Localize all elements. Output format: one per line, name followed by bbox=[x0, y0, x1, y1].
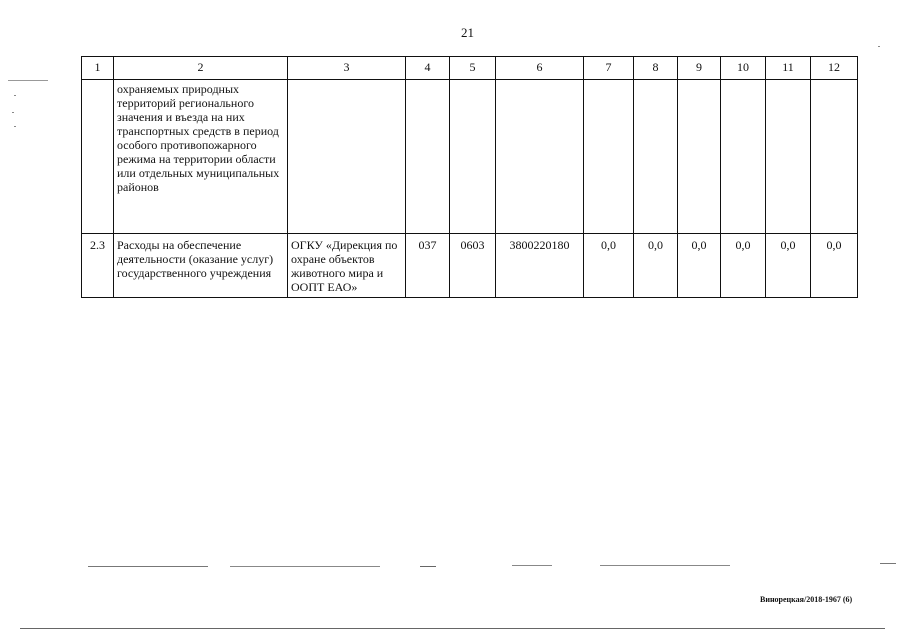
scan-artifact-line bbox=[512, 565, 552, 566]
header-col-6: 6 bbox=[496, 57, 584, 80]
header-col-7: 7 bbox=[584, 57, 634, 80]
cell-rzpr-code: 0603 bbox=[450, 234, 496, 298]
header-col-12: 12 bbox=[811, 57, 858, 80]
scan-artifact-line bbox=[880, 563, 896, 564]
cell-row-number: 2.3 bbox=[82, 234, 114, 298]
cell-empty bbox=[496, 80, 584, 234]
cell-value-10: 0,0 bbox=[721, 234, 766, 298]
scan-artifact-line bbox=[88, 566, 208, 567]
cell-value-11: 0,0 bbox=[766, 234, 811, 298]
scan-artifact-dot bbox=[878, 46, 880, 47]
cell-empty bbox=[766, 80, 811, 234]
cell-empty bbox=[634, 80, 678, 234]
header-col-11: 11 bbox=[766, 57, 811, 80]
header-col-10: 10 bbox=[721, 57, 766, 80]
header-col-4: 4 bbox=[406, 57, 450, 80]
scan-artifact-line bbox=[8, 80, 48, 81]
footer-document-reference: Винорецкая/2018-1967 (6) bbox=[760, 595, 853, 604]
scan-artifact-line bbox=[420, 566, 436, 567]
cell-empty bbox=[288, 80, 406, 234]
scan-artifact-dot bbox=[14, 126, 16, 127]
cell-grbs-code: 037 bbox=[406, 234, 450, 298]
header-col-2: 2 bbox=[114, 57, 288, 80]
cell-csr-code: 3800220180 bbox=[496, 234, 584, 298]
cell-empty bbox=[406, 80, 450, 234]
table-row-2-3 bbox=[82, 234, 858, 298]
cell-empty bbox=[678, 80, 721, 234]
header-col-5: 5 bbox=[450, 57, 496, 80]
header-col-3: 3 bbox=[288, 57, 406, 80]
cell-executor: ОГКУ «Дирекция по охране объектов животного мира и ООПТ ЕАО» bbox=[288, 234, 406, 298]
page-number: 21 bbox=[461, 25, 474, 40]
scan-artifact-line bbox=[600, 565, 730, 566]
header-col-9: 9 bbox=[678, 57, 721, 80]
header-col-8: 8 bbox=[634, 57, 678, 80]
scan-artifact-line bbox=[230, 566, 380, 567]
table-header-row bbox=[82, 57, 858, 80]
cell-expense-name: Расходы на обеспечение деятельности (оказание услуг) государственного учреждения bbox=[114, 234, 288, 298]
cell-value-8: 0,0 bbox=[634, 234, 678, 298]
cell-value-7: 0,0 bbox=[584, 234, 634, 298]
cell-empty bbox=[82, 80, 114, 234]
table-row-continuation bbox=[82, 80, 858, 234]
cell-continued-description: охраняемых природных территорий регионального значения и въезда на них транспортных средств в период особого противопожарного режима на территории области или отдельных муниципальных районов bbox=[114, 80, 288, 234]
cell-empty bbox=[811, 80, 858, 234]
cell-value-12: 0,0 bbox=[811, 234, 858, 298]
scan-artifact-dot bbox=[12, 112, 14, 113]
scan-artifact-line bbox=[20, 628, 885, 629]
cell-empty bbox=[721, 80, 766, 234]
budget-table bbox=[81, 56, 858, 298]
scan-artifact-dot bbox=[14, 95, 16, 96]
cell-value-9: 0,0 bbox=[678, 234, 721, 298]
cell-empty bbox=[450, 80, 496, 234]
cell-empty bbox=[584, 80, 634, 234]
header-col-1: 1 bbox=[82, 57, 114, 80]
